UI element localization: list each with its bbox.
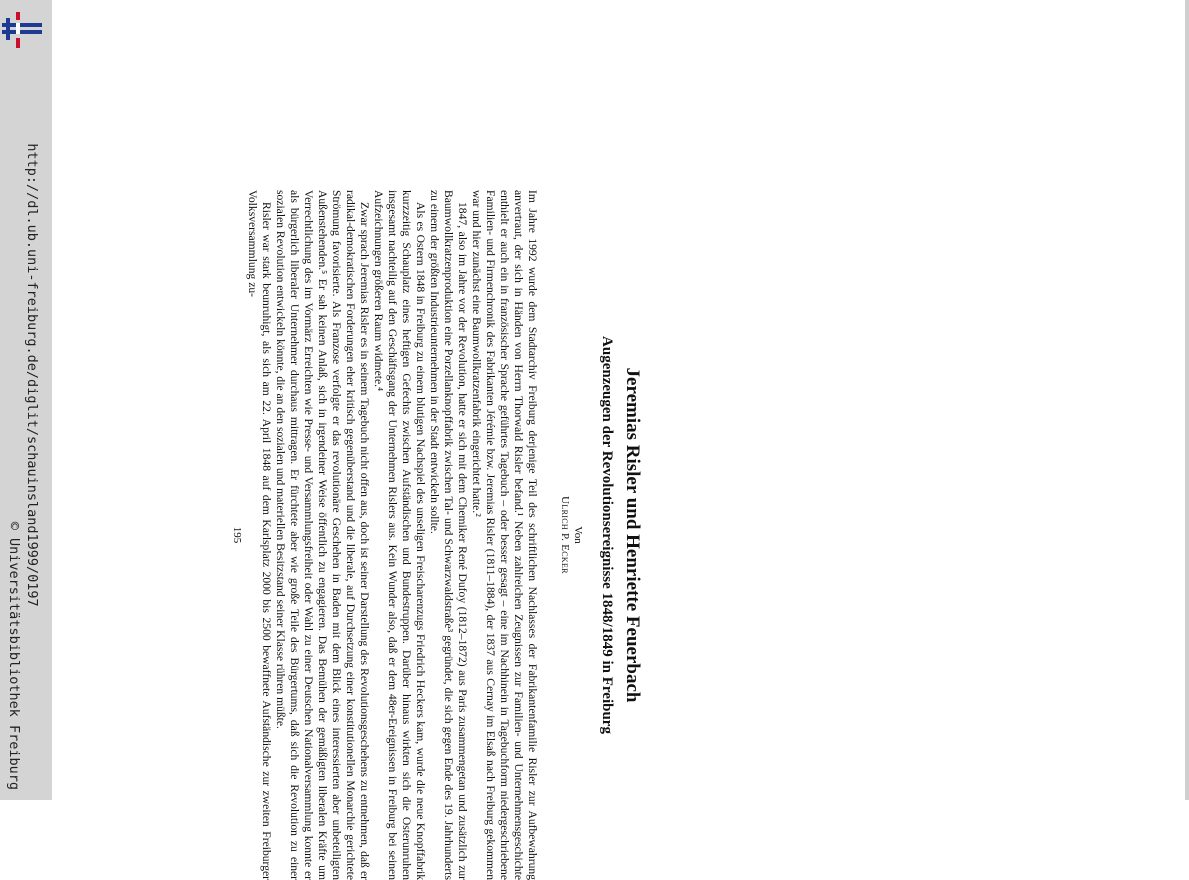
page-content — [245, 190, 643, 880]
viewer-scrollbar[interactable] — [1185, 0, 1189, 800]
byline-von: Von — [572, 526, 584, 544]
copyright-notice: © Universitätsbibliothek Freiburg — [6, 521, 22, 790]
article-title: Jeremias Risler und Henriette Feuerbach — [622, 367, 643, 703]
paragraph: 1847, also im Jahre vor der Revolution, hatte er sich mit dem Chemiker René Dufoy (1812–1872) aus Paris zusammengetan und zusätzlich zur Baumwollkratzenproduktion eine Porzellanknopffabrik zwischen Tal- und Schwarzwaldstraße³ gegründet, die sich gegen Ende des 19. Jahrhunderts zu einem der größten Industrieunternehmen in der Stadt entwickeln sollte. — [428, 190, 469, 880]
paragraph: Risler war stark beunruhigt, als sich am 22. April 1848 auf dem Karlsplatz 2000 bis 2500 bewaffnete Aufständische zur zweiten Freiburger Volksversammlung zu- — [246, 190, 273, 880]
paragraph: Im Jahre 1992 wurde dem Stadtarchiv Freiburg derjenige Teil des schriftlichen Nachlasses der Fabrikantenfamilie Risler zur Aufbewahrung anvertraut, der sich in Händen von Herrn Thorwald Risler befand.¹ Neben zahlreichen Zeugnissen zur Familien- und Unternehmensgeschichte enthielt er auch ein in französischer Sprache geführtes Tagebuch – oder besser gesagt – eine im Nachhinein in Tagebuchform niedergeschriebene Familien- und Firmenchronik des Fabrikanten Jérémie bzw. Jeremias Risler (1811–1884), der 1837 aus Cernay im Elsaß nach Freiburg gekommen war und hier zunächst eine Baumwollkratzenfabrik eingerichtet hatte.² — [470, 190, 539, 880]
article-body — [245, 190, 539, 880]
article-subtitle: Augenzeugen der Revolutionsereignisse 1848/1849 in Freiburg — [599, 336, 615, 734]
paragraph: Als es Ostern 1848 in Freiburg zu einem blutigen Nachspiel des unseligen Freischarenzugs Friedrich Heckers kam, wurde die neue Knopffabrik kurzzeitig Schauplatz eines heftigen Gefechts zwischen Aufständischen und Bundestruppen. Darüber hinaus wirkten sich die Osterunruhen insgesamt nachteilig auf den Geschäftsgang der Unternehmen Rislers aus. Kein Wunder also, daß er dem 48er-Ereignissen in Freiburg bei seinen Aufzeichnungen größeren Raum widmete.⁴ — [372, 190, 427, 880]
paragraph: Zwar sprach Jeremias Risler es in seinem Tagebuch nicht offen aus, doch ist seiner Darstellung des Revolutionsgeschehens zu entnehmen, daß er radikal-demokratischen Forderungen eher kritisch gegenüberstand und die liberale, auf Durchsetzung einer konstitutionellen Monarchie gerichtete Strömung favorisierte. Als Franzose verfolgte er das revolutionäre Geschehen in Baden mit dem Blick eines interessierten aber unbeteiligten Außenstehenden.⁵ Er sah keinen Anlaß, sich in irgendeiner Weise öffentlich zu engagieren. Das Bemühen der gemäßigten liberalen Kräfte um Verrechtlichung des im Vormärz Erreichten wie Presse- und Versammlungsfreiheit oder Wahl zu einer Deutschen Nationalversammlung konnte er als bürgerlich liberaler Unternehmer durchaus mittragen. Er fürchtete aber wie große Teile des Bürgertums, daß sich die Revolution zu einer sozialen Revolution entwickeln könnte, die an den sozialen und materiellen Besitzstand seiner Klasse rühren müßte. — [274, 190, 371, 880]
article-author: Ulrich P. Ecker — [559, 496, 571, 574]
source-url[interactable]: http://dl.ub.uni-freiburg.de/diglit/schauinsland1999/0197 — [24, 143, 40, 607]
page-number: 195 — [231, 526, 243, 544]
